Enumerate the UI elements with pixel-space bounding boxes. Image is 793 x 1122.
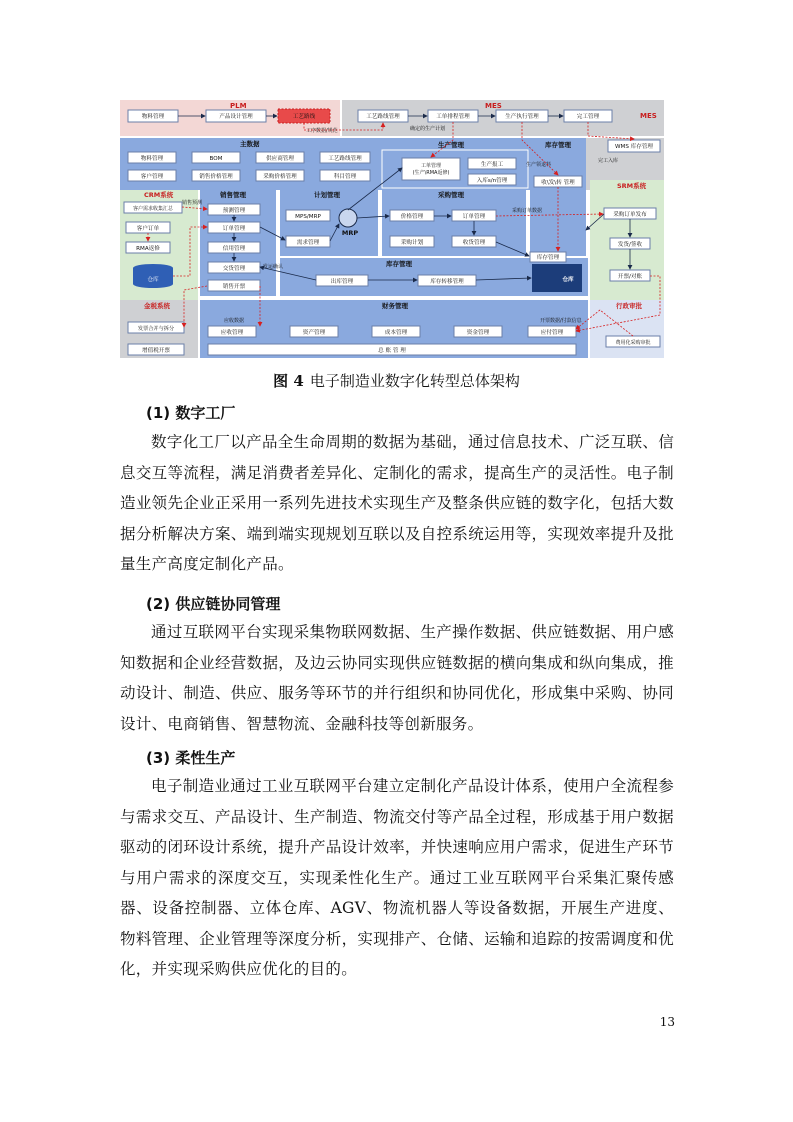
flow-invoice-payment: 开票数据/付款信息 <box>540 318 582 324</box>
box-production-exec: 生产执行管理 <box>505 114 539 120</box>
box-rma-repair: RMA返修 <box>136 246 160 252</box>
box-work-order-mgmt: 工单管理(生产\RMA返修) <box>412 163 450 176</box>
section-master-data: 主数据 <box>240 140 260 148</box>
flow-confirmed-plan: 确定的生产计划 <box>410 126 446 132</box>
box-wms: WMS 库存管理 <box>614 144 654 150</box>
box-cost: 成本管理 <box>384 330 408 336</box>
box-md-bom: BOM <box>209 156 223 162</box>
section-inventory: 库存管理 <box>386 260 412 268</box>
section-inventory-top: 库存管理 <box>545 141 571 149</box>
box-md-sales-price: 销售价格管理 <box>199 174 233 180</box>
section-srm: SRM系统 <box>617 182 647 190</box>
box-credit-mgmt: 信用管理 <box>222 246 246 252</box>
box-receive-issue: 收\发\转 管理 <box>541 180 575 186</box>
box-process-route: 工艺路线 <box>292 114 316 120</box>
box-receipt-mgmt: 收货管理 <box>462 240 486 246</box>
section-purchasing: 采购管理 <box>438 191 464 199</box>
section-mes: MES <box>485 102 502 110</box>
box-product-design: 产品设计管理 <box>219 114 253 120</box>
flow-shipping-confirm: 发运确认 <box>263 264 284 270</box>
box-purchase-order: 订单管理 <box>462 214 486 220</box>
box-sales-invoice: 销售开票 <box>222 284 246 290</box>
box-stock-mgmt: 库存管理 <box>536 255 560 261</box>
box-sn-mgmt: 入库s/n管理 <box>476 178 508 184</box>
box-forecast: 预测管理 <box>222 208 246 214</box>
box-transfer: 库存转移管理 <box>430 279 464 285</box>
box-expense-approval: 费用化采购审批 <box>615 340 651 346</box>
box-delivery-receipt: 发货/签收 <box>617 242 643 248</box>
box-outbound: 出库管理 <box>330 279 354 285</box>
box-order-mgmt: 订单管理 <box>222 226 246 232</box>
box-customer-demand: 客户需求收集汇总 <box>132 206 174 212</box>
box-process-route-mgmt: 工艺路线管理 <box>366 114 400 120</box>
section-heading-1: (1) 数字工厂 <box>146 404 236 422</box>
box-asset: 资产管理 <box>302 330 326 336</box>
box-crm-warehouse: 仓库 <box>147 277 159 283</box>
box-fund: 资金管理 <box>466 330 490 336</box>
box-material-mgmt: 物料管理 <box>141 114 165 120</box>
section-planning: 计划管理 <box>314 191 340 199</box>
box-demand-mgmt: 需求管理 <box>296 240 320 246</box>
box-purchase-order-publish: 采购订单发布 <box>613 212 647 218</box>
section-crm: CRM系统 <box>144 191 174 199</box>
box-price-mgmt: 价格管理 <box>400 214 424 220</box>
section-production: 生产管理 <box>438 141 464 149</box>
section-finance: 财务管理 <box>382 302 408 310</box>
box-general-ledger: 总 账 管 理 <box>378 348 406 354</box>
section-admin: 行政审批 <box>616 302 642 310</box>
box-production-report: 生产报工 <box>480 162 504 168</box>
box-shipping: 交货管理 <box>222 266 246 272</box>
box-md-supplier: 供应商管理 <box>266 156 294 162</box>
flow-production-material: 生产领退料 <box>526 162 552 168</box>
caption-number: 图 4 <box>273 372 304 390</box>
section-plm: PLM <box>230 102 247 110</box>
section-finance-sys: 金税系统 <box>144 302 170 310</box>
flow-process-data: 工序数据/规范 <box>306 128 338 134</box>
box-md-purchase-price: 采购价格管理 <box>263 174 297 180</box>
box-receivable: 应收管理 <box>220 330 244 336</box>
box-customer-order: 客户订单 <box>136 226 160 232</box>
section-heading-3: (3) 柔性生产 <box>146 749 236 767</box>
box-completion: 完工管理 <box>576 114 600 120</box>
flow-purchase-order-data: 采购订单数据 <box>512 208 543 214</box>
flow-sales-forecast: 销售预测 <box>182 200 203 206</box>
flow-completion-in: 完工入库 <box>598 158 619 164</box>
section-sales: 销售管理 <box>220 191 246 199</box>
box-md-subject: 科目管理 <box>333 174 357 180</box>
box-md-material: 物料管理 <box>140 156 164 162</box>
figure-caption <box>0 371 793 391</box>
box-purchase-plan: 采购计划 <box>400 240 424 246</box>
box-invoice-split: 发票合并与拆分 <box>137 326 175 332</box>
section-body-3: 电子制造业通过工业互联网平台建立定制化产品设计体系，使用户全流程参与需求交互、产品设计、生产制造、物流交付等产品全过程，形成基于用户数据驱动的闭环设计系统，提升产品设计效率，并快速响应用户需求，促进生产环节与用户需求的深度交互，实现柔性化生产。通过工业互联网平台采集汇聚传感器、设备控制器、立体仓库、AGV、物流机器人等设备数据，开展生产进度、物料管理、企业管理等深度分析，实现排产、仓储、运输和追踪的按需调度和优化，并实现采购供应优化的目的。 <box>120 777 674 978</box>
section-body-2: 通过互联网平台实现采集物联网数据、生产操作数据、供应链数据、用户感知数据和企业经营数据，及边云协同实现供应链数据的横向集成和纵向集成，推动设计、制造、供应、服务等环节的并行组织和协同优化，形成集中采购、协同设计、电商销售、智慧物流、金融科技等创新服务。 <box>120 623 674 733</box>
box-md-route: 工艺路线管理 <box>328 156 362 162</box>
section-body-1: 数字化工厂以产品全生命周期的数据为基础，通过信息技术、广泛互联、信息交互等流程，满足消费者差异化、定制化的需求，提高生产的灵活性。电子制造业领先企业正采用一系列先进技术实现生产及整条供应链的数字化，包括大数据分析解决方案、端到端实现规划互联以及自控系统运用等，实现效率提升及批量生产高度定制化产品。 <box>120 433 674 573</box>
box-mrp: MRP <box>341 229 359 237</box>
box-payable: 应付管理 <box>540 330 564 336</box>
flow-receivable-data: 应收数据 <box>224 318 245 324</box>
box-warehouse: 仓库 <box>562 277 574 283</box>
box-work-order-schedule: 工单排程管理 <box>436 114 470 120</box>
page-number: 13 <box>659 1015 675 1029</box>
section-heading-2: (2) 供应链协同管理 <box>146 595 281 613</box>
box-mps-mrp: MPS/MRP <box>295 214 321 220</box>
architecture-diagram <box>120 100 664 358</box>
caption-text: 电子制造业数字化转型总体架构 <box>309 372 520 390</box>
section-mes-right: MES <box>640 112 657 120</box>
box-invoice-reconcile: 开票/对账 <box>617 274 643 280</box>
box-md-customer: 客户管理 <box>140 174 164 180</box>
box-vat-invoice: 增值税开票 <box>142 348 170 354</box>
